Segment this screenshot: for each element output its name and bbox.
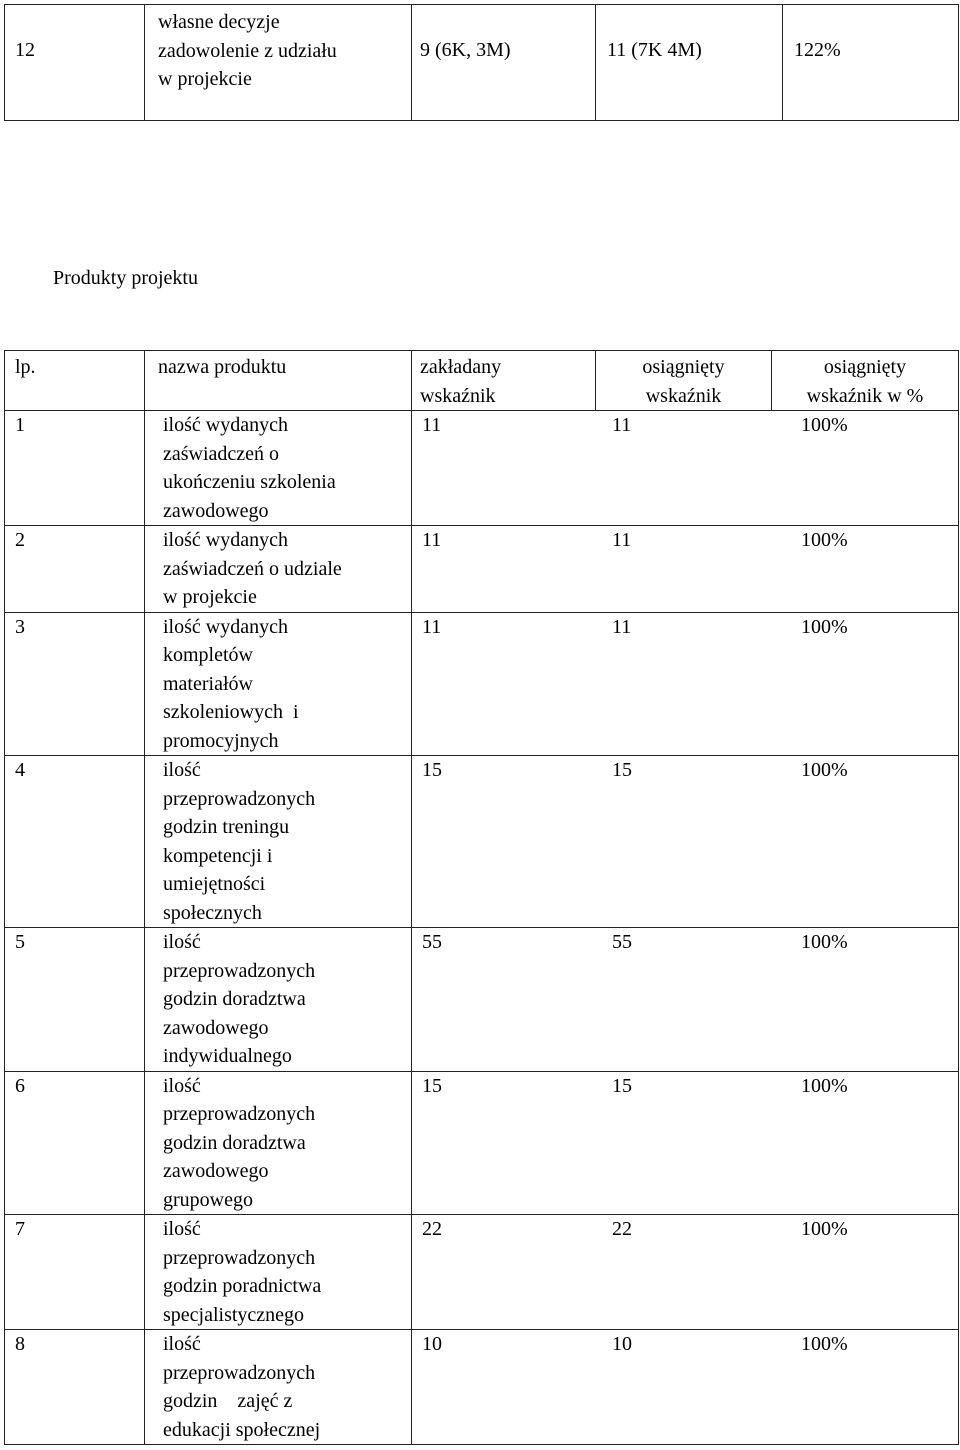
- lp-cell: [5, 612, 145, 756]
- product-name-line: promocyjnych: [163, 729, 279, 752]
- name-line: w projekcie: [158, 68, 252, 90]
- achieved-value: 22: [612, 1218, 632, 1240]
- lp-cell: [5, 526, 145, 613]
- product-name-line: ilość wydanych: [163, 529, 288, 551]
- planned-value: 15: [422, 759, 442, 781]
- achieved-value: 15: [612, 759, 632, 781]
- achieved-value: 10: [612, 1333, 632, 1355]
- product-name-line: przeprowadzonych: [163, 1103, 316, 1125]
- percent-value: 100%: [801, 1333, 848, 1355]
- product-name-line: edukacji społecznej: [163, 1418, 321, 1441]
- product-name-line: materiałów: [163, 672, 253, 695]
- product-name-line: ilość wydanych: [163, 615, 288, 638]
- header-planned: zakładany wskaźnik: [412, 351, 596, 411]
- lp-value: 12: [15, 39, 35, 61]
- percent-value: 100%: [801, 615, 848, 638]
- product-name-cell: [145, 612, 412, 756]
- header-name: nazwa produktu: [145, 351, 412, 411]
- achieved-value: 11 (7K 4M): [607, 39, 702, 61]
- percent-value: 100%: [801, 1074, 848, 1097]
- planned-value: 9 (6K, 3M): [420, 39, 511, 61]
- lp-value: 3: [15, 615, 25, 638]
- product-name-line: ilość: [163, 759, 201, 781]
- product-name-cell: [145, 411, 412, 526]
- percent-value: 100%: [801, 931, 848, 953]
- lp-cell: [5, 756, 145, 928]
- product-name-line: ilość: [163, 1333, 201, 1355]
- product-name-line: godzin treningu: [163, 816, 290, 838]
- lp-cell: [5, 5, 145, 121]
- section-title: Produkty projektu: [53, 267, 198, 289]
- table-row: [5, 1071, 959, 1215]
- lp-cell: [5, 1071, 145, 1215]
- planned-value: 11: [422, 414, 442, 436]
- percent-cell: [783, 5, 959, 121]
- planned-value: 15: [422, 1074, 442, 1097]
- planned-value: 11: [422, 615, 442, 638]
- achieved-value: 11: [612, 529, 632, 551]
- name-line: zadowolenie z udziału: [158, 39, 337, 62]
- header-lp: lp.: [5, 351, 145, 411]
- lp-value: 6: [15, 1074, 25, 1097]
- product-name-cell: [145, 1071, 412, 1215]
- product-name-line: przeprowadzonych: [163, 1361, 316, 1384]
- top-table-fragment: [4, 4, 959, 121]
- achieved-value: 15: [612, 1074, 632, 1097]
- product-name-line: ilość: [163, 1218, 201, 1240]
- product-name-line: w projekcie: [163, 586, 257, 608]
- product-name-line: zawodowego: [163, 1160, 269, 1182]
- planned-value: 55: [422, 931, 442, 953]
- product-name-line: zawodowego: [163, 1016, 269, 1039]
- achieved-value: 55: [612, 931, 632, 953]
- lp-value: 7: [15, 1218, 25, 1240]
- product-name-line: umiejętności: [163, 873, 266, 895]
- product-name-line: zawodowego: [163, 499, 269, 522]
- lp-value: 1: [15, 414, 25, 436]
- header-row: [5, 351, 959, 411]
- planned-value: 11: [422, 529, 442, 551]
- lp-value: 8: [15, 1333, 25, 1355]
- values-cell: [412, 928, 959, 1072]
- product-name-line: przeprowadzonych: [163, 1246, 316, 1269]
- product-name-line: ukończeniu szkolenia: [163, 471, 336, 493]
- product-name-line: ilość wydanych: [163, 414, 288, 436]
- name-line: własne decyzje: [158, 11, 280, 33]
- planned-value: 10: [422, 1333, 442, 1355]
- product-name-line: szkoleniowych i: [163, 701, 299, 723]
- values-cell: [412, 612, 959, 756]
- values-cell: [412, 411, 959, 526]
- table-row: [5, 1330, 959, 1445]
- values-cell: [412, 526, 959, 613]
- lp-cell: [5, 1330, 145, 1445]
- header-achieved: osiągnięty wskaźnik: [596, 351, 772, 411]
- values-cell: [412, 1071, 959, 1215]
- products-table: [4, 350, 959, 1445]
- product-name-cell: [145, 928, 412, 1072]
- planned-value: 22: [422, 1218, 442, 1240]
- table-row: [5, 1215, 959, 1330]
- product-name-cell: [145, 1215, 412, 1330]
- planned-cell: [412, 5, 596, 121]
- product-name-cell: [145, 1330, 412, 1445]
- table-row: [5, 526, 959, 613]
- table-row: [5, 5, 959, 121]
- product-name-line: indywidualnego: [163, 1045, 292, 1067]
- product-name-line: godzin doradztwa: [163, 1131, 306, 1154]
- product-name-line: ilość: [163, 931, 201, 953]
- product-name-cell: [145, 526, 412, 613]
- product-name-cell: [145, 756, 412, 928]
- achieved-value: 11: [612, 615, 632, 638]
- product-name-line: przeprowadzonych: [163, 787, 316, 810]
- lp-value: 5: [15, 931, 25, 953]
- percent-value: 100%: [801, 759, 848, 781]
- table-row: [5, 756, 959, 928]
- lp-value: 4: [15, 759, 25, 781]
- product-name-line: godzin doradztwa: [163, 988, 306, 1010]
- lp-cell: [5, 928, 145, 1072]
- lp-cell: [5, 1215, 145, 1330]
- product-name-line: grupowego: [163, 1188, 253, 1211]
- table-row: [5, 928, 959, 1072]
- product-name-line: kompletów: [163, 644, 253, 666]
- product-name-line: społecznych: [163, 901, 262, 924]
- achieved-cell: [596, 5, 783, 121]
- name-cell: [145, 5, 412, 121]
- product-name-line: przeprowadzonych: [163, 959, 316, 982]
- product-name-line: zaświadczeń o udziale: [163, 557, 342, 580]
- header-percent: osiągnięty wskaźnik w %: [772, 351, 959, 411]
- lp-cell: [5, 411, 145, 526]
- values-cell: [412, 756, 959, 928]
- percent-value: 100%: [801, 414, 848, 436]
- product-name-line: kompetencji i: [163, 844, 273, 867]
- percent-value: 122%: [794, 39, 841, 61]
- product-name-line: specjalistycznego: [163, 1303, 305, 1326]
- lp-value: 2: [15, 529, 25, 551]
- percent-value: 100%: [801, 1218, 848, 1240]
- table-row: [5, 612, 959, 756]
- values-cell: [412, 1215, 959, 1330]
- product-name-line: godzin zajęć z: [163, 1390, 293, 1412]
- values-cell: [412, 1330, 959, 1445]
- product-name-line: ilość: [163, 1074, 201, 1097]
- percent-value: 100%: [801, 529, 848, 551]
- product-name-line: zaświadczeń o: [163, 442, 280, 465]
- table-row: [5, 411, 959, 526]
- product-name-line: godzin poradnictwa: [163, 1275, 322, 1297]
- achieved-value: 11: [612, 414, 632, 436]
